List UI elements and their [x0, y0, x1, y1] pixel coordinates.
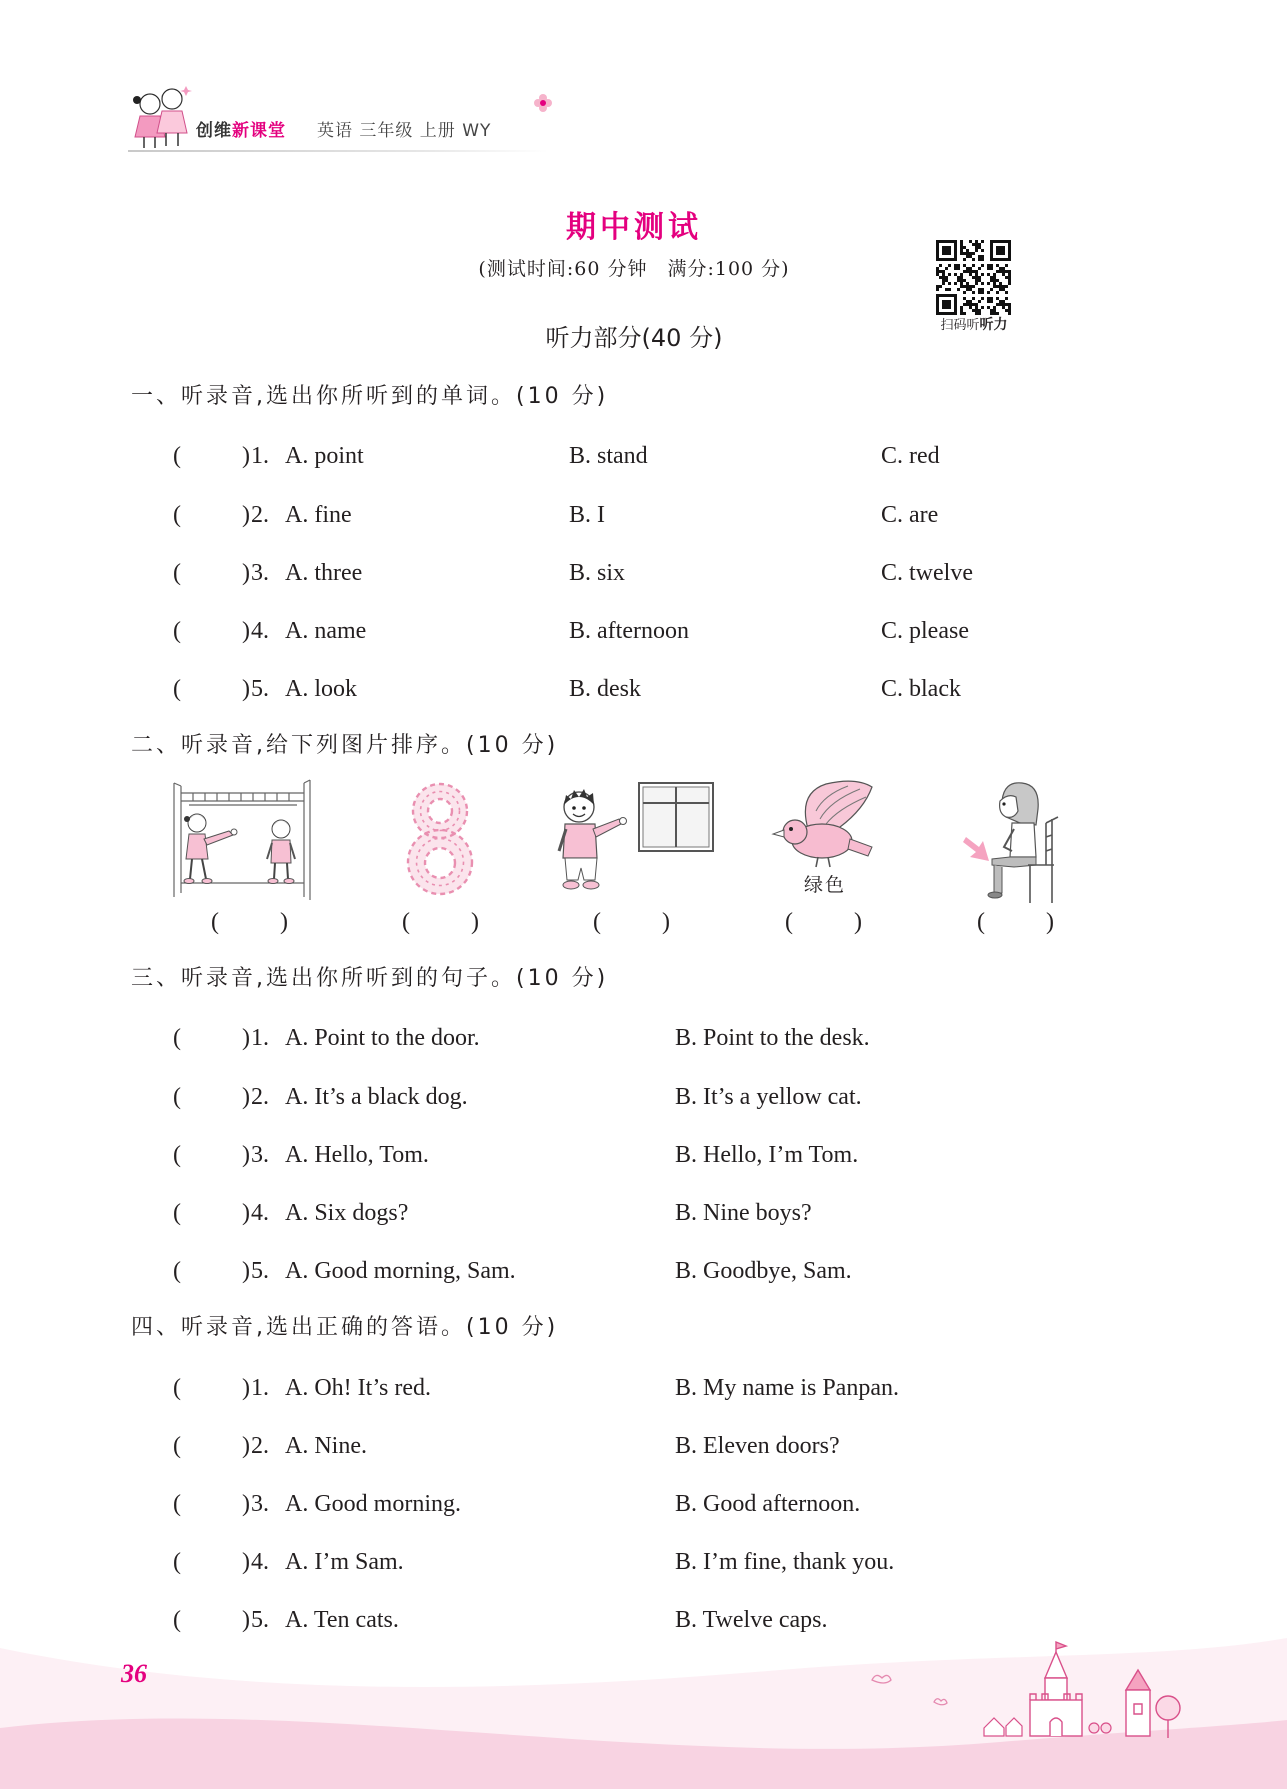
option-b: B. Twelve caps.	[675, 1607, 828, 1633]
option-b: B. Point to the desk.	[675, 1025, 870, 1051]
answer-paren-close: )	[242, 1433, 250, 1459]
test-info: (测试时间:60 分钟 满分:100 分)	[478, 258, 790, 280]
question-number: 2.	[251, 1084, 269, 1110]
answer-blank[interactable]	[184, 1432, 238, 1460]
pink-bird-icon	[768, 779, 876, 873]
section4-question-3	[0, 1489, 1287, 1519]
question-number: 2.	[251, 502, 269, 528]
answer-paren-close: )	[1046, 909, 1054, 935]
answer-paren-open: (	[173, 502, 181, 528]
option-c: C. please	[881, 618, 969, 644]
picture-4-answer	[785, 907, 865, 937]
answer-paren-close: )	[242, 1084, 250, 1110]
answer-blank[interactable]	[184, 1024, 238, 1052]
answer-paren-open: (	[211, 909, 219, 935]
option-b: B. desk	[569, 676, 641, 702]
question-number: 1.	[251, 1025, 269, 1051]
answer-blank[interactable]	[184, 1257, 238, 1285]
footer-wave-decoration	[0, 1630, 1287, 1789]
option-a: A. Point to the door.	[285, 1025, 480, 1051]
answer-paren-open: (	[173, 560, 181, 586]
answer-blank[interactable]	[184, 617, 238, 645]
answer-paren-open: (	[785, 909, 793, 935]
answer-paren-open: (	[173, 1084, 181, 1110]
picture-3-answer	[593, 907, 673, 937]
answer-blank[interactable]	[184, 1083, 238, 1111]
answer-blank[interactable]	[795, 908, 851, 936]
answer-blank[interactable]	[184, 1199, 238, 1227]
option-b: B. I	[569, 502, 605, 528]
answer-paren-open: (	[173, 1142, 181, 1168]
option-b: B. It’s a yellow cat.	[675, 1084, 862, 1110]
option-b: B. Goodbye, Sam.	[675, 1258, 852, 1284]
answer-paren-close: )	[242, 1142, 250, 1168]
question-number: 3.	[251, 560, 269, 586]
answer-paren-close: )	[242, 1025, 250, 1051]
option-b: B. I’m fine, thank you.	[675, 1549, 895, 1575]
answer-paren-open: (	[977, 909, 985, 935]
section1-question-3	[0, 558, 1287, 588]
answer-paren-close: )	[242, 1549, 250, 1575]
option-b: B. Good afternoon.	[675, 1491, 861, 1517]
answer-blank[interactable]	[184, 559, 238, 587]
option-c: C. twelve	[881, 560, 973, 586]
question-number: 3.	[251, 1491, 269, 1517]
option-a: A. name	[285, 618, 367, 644]
answer-paren-close: )	[242, 1200, 250, 1226]
girl-sitting-on-chair-icon	[962, 779, 1059, 905]
answer-paren-open: (	[173, 676, 181, 702]
option-a: A. It’s a black dog.	[285, 1084, 468, 1110]
answer-paren-open: (	[173, 1200, 181, 1226]
arrow-icon	[963, 837, 989, 861]
question-number: 5.	[251, 676, 269, 702]
answer-paren-open: (	[173, 443, 181, 469]
answer-paren-close: )	[242, 676, 250, 702]
question-number: 1.	[251, 1375, 269, 1401]
option-a: A. I’m Sam.	[285, 1549, 404, 1575]
boy-pointing-at-window-icon	[553, 779, 715, 901]
option-a: A. look	[285, 676, 357, 702]
option-a: A. Good morning.	[285, 1491, 461, 1517]
listening-part-title: 听力部分(40 分)	[545, 324, 723, 352]
answer-paren-open: (	[593, 909, 601, 935]
section3-question-3	[0, 1140, 1287, 1170]
option-a: A. Good morning, Sam.	[285, 1258, 516, 1284]
qr-label-part2: 听力	[979, 317, 1008, 333]
answer-paren-open: (	[173, 1433, 181, 1459]
answer-blank[interactable]	[987, 908, 1043, 936]
section3-question-2	[0, 1082, 1287, 1112]
answer-paren-close: )	[242, 1375, 250, 1401]
question-number: 5.	[251, 1607, 269, 1633]
answer-blank[interactable]	[412, 908, 468, 936]
option-a: A. point	[285, 443, 364, 469]
question-number: 4.	[251, 1549, 269, 1575]
answer-paren-open: (	[402, 909, 410, 935]
page-title: 期中测试	[566, 210, 702, 245]
answer-blank[interactable]	[184, 442, 238, 470]
page-number: 36	[121, 1659, 147, 1688]
section4-question-4	[0, 1547, 1287, 1577]
answer-paren-close: )	[242, 618, 250, 644]
flower-icon	[532, 92, 554, 114]
section3-question-4	[0, 1198, 1287, 1228]
option-a: A. fine	[285, 502, 352, 528]
section3-heading: 三、听录音,选出你所听到的句子。(10 分)	[131, 966, 609, 991]
answer-paren-open: (	[173, 1607, 181, 1633]
question-number: 2.	[251, 1433, 269, 1459]
answer-blank[interactable]	[221, 908, 277, 936]
brand-name-part1: 创维	[196, 121, 232, 141]
answer-blank[interactable]	[184, 1548, 238, 1576]
section1-question-4	[0, 616, 1287, 646]
question-number: 5.	[251, 1258, 269, 1284]
section3-question-1	[0, 1023, 1287, 1053]
section2-heading: 二、听录音,给下列图片排序。(10 分)	[131, 733, 559, 758]
answer-blank[interactable]	[184, 1141, 238, 1169]
option-b: B. Nine boys?	[675, 1200, 812, 1226]
answer-paren-close: )	[662, 909, 670, 935]
answer-paren-close: )	[854, 909, 862, 935]
picture-1-answer	[211, 907, 291, 937]
section1-question-2	[0, 500, 1287, 530]
answer-paren-open: (	[173, 1025, 181, 1051]
answer-paren-close: )	[242, 560, 250, 586]
brand-name	[196, 120, 286, 142]
header-divider	[128, 150, 548, 152]
option-a: A. Six dogs?	[285, 1200, 409, 1226]
option-a: A. Nine.	[285, 1433, 367, 1459]
option-b: B. stand	[569, 443, 648, 469]
answer-paren-close: )	[471, 909, 479, 935]
option-b: B. afternoon	[569, 618, 689, 644]
question-number: 3.	[251, 1142, 269, 1168]
section1-question-5	[0, 674, 1287, 704]
picture-5-answer	[977, 907, 1057, 937]
answer-paren-open: (	[173, 1258, 181, 1284]
section4-question-2	[0, 1431, 1287, 1461]
answer-blank[interactable]	[184, 501, 238, 529]
bird-color-label: 绿色	[803, 874, 846, 896]
question-number: 4.	[251, 618, 269, 644]
answer-blank[interactable]	[184, 1374, 238, 1402]
option-a: A. Oh! It’s red.	[285, 1375, 431, 1401]
option-b: B. Eleven doors?	[675, 1433, 840, 1459]
answer-paren-close: )	[242, 1607, 250, 1633]
answer-paren-open: (	[173, 1375, 181, 1401]
option-a: A. three	[285, 560, 363, 586]
section4-question-1	[0, 1373, 1287, 1403]
answer-paren-close: )	[242, 443, 250, 469]
question-number: 4.	[251, 1200, 269, 1226]
section1-question-1	[0, 441, 1287, 471]
answer-paren-open: (	[173, 1549, 181, 1575]
kids-pointing-scene-icon	[171, 779, 314, 901]
question-number: 1.	[251, 443, 269, 469]
option-c: C. are	[881, 502, 939, 528]
answer-blank[interactable]	[184, 675, 238, 703]
section3-question-5	[0, 1256, 1287, 1286]
option-b: B. My name is Panpan.	[675, 1375, 899, 1401]
option-b: B. Hello, I’m Tom.	[675, 1142, 859, 1168]
answer-blank[interactable]	[184, 1490, 238, 1518]
qr-code-icon[interactable]	[936, 240, 1011, 315]
number-eight-outline-icon	[394, 781, 485, 896]
option-c: C. red	[881, 443, 940, 469]
answer-blank[interactable]	[603, 908, 659, 936]
option-a: A. Ten cats.	[285, 1607, 399, 1633]
answer-paren-open: (	[173, 1491, 181, 1517]
answer-paren-close: )	[280, 909, 288, 935]
option-c: C. black	[881, 676, 961, 702]
picture-2-answer	[402, 907, 482, 937]
answer-paren-close: )	[242, 1491, 250, 1517]
qr-label	[926, 316, 1022, 334]
answer-paren-open: (	[173, 618, 181, 644]
book-subject: 英语 三年级 上册 WY	[317, 121, 492, 141]
option-a: A. Hello, Tom.	[285, 1142, 429, 1168]
answer-paren-close: )	[242, 502, 250, 528]
brand-name-part2: 新课堂	[232, 121, 286, 141]
section1-heading: 一、听录音,选出你所听到的单词。(10 分)	[131, 384, 609, 409]
answer-paren-close: )	[242, 1258, 250, 1284]
qr-label-part1: 扫码听	[940, 318, 980, 333]
section4-heading: 四、听录音,选出正确的答语。(10 分)	[131, 1315, 559, 1340]
option-b: B. six	[569, 560, 626, 586]
cartoon-girls-logo-icon	[128, 80, 194, 150]
